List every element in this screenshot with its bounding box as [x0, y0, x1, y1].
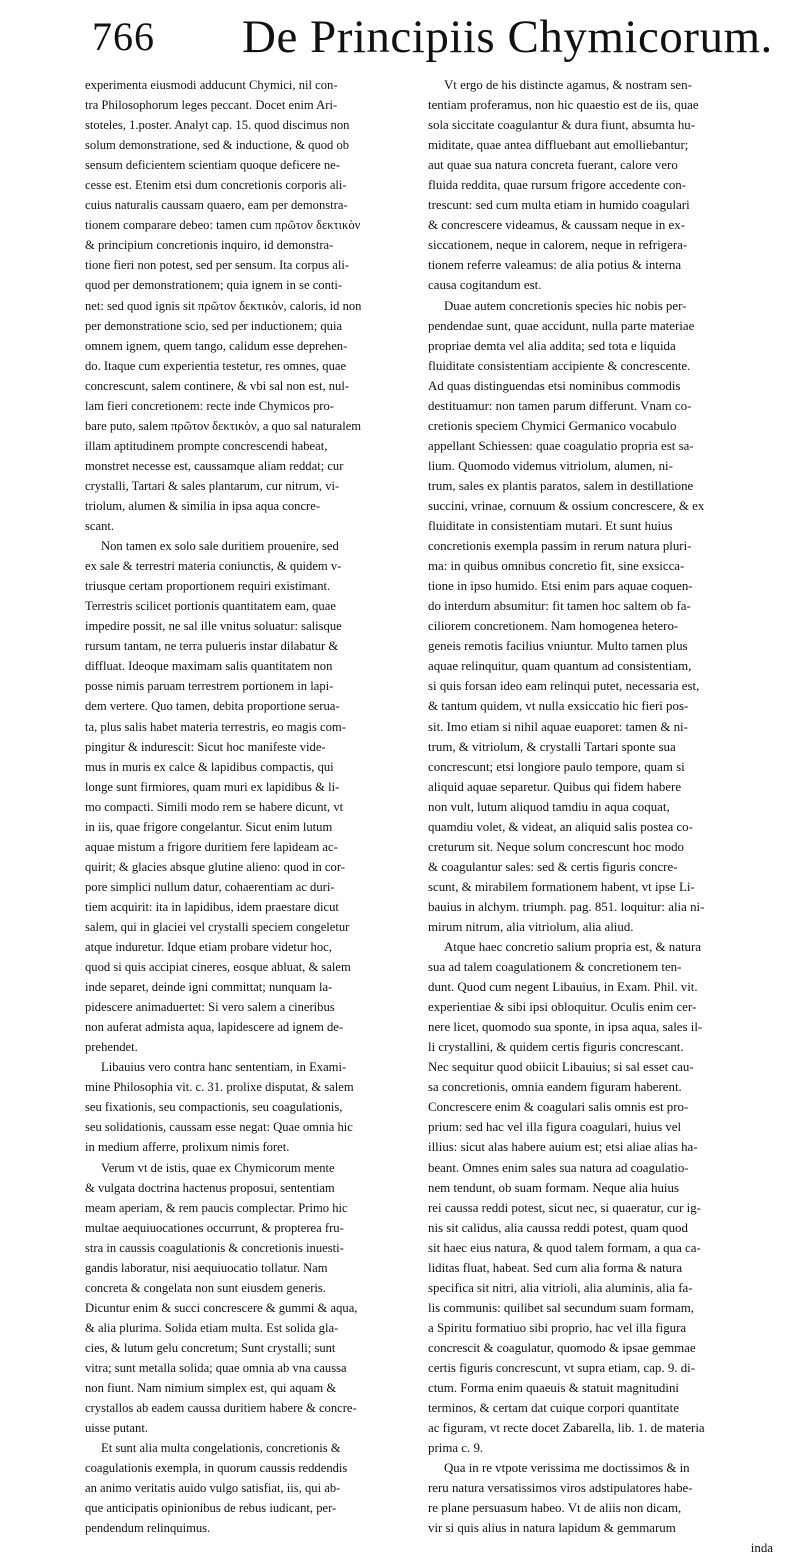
left-column [85, 75, 415, 1536]
paragraph: Qua in re vtpote verissima me doctissimos & in reru natura versatissimos viros adstipulatores habe- re plane persuasum habeo. Vt de aliis non dicam, vir si quis alius in natura lapidum & gemmarum [428, 1461, 693, 1536]
paragraph: Verum vt de istis, quae ex Chymicorum mente & vulgata doctrina hactenus proposui, sententiam meam aperiam, & rem paucis complectar. Primo hic multae aequiuocationes occurrunt, & propterea fru- stra in caussis coagulationis & concretionis inuesti- gandis laboratur, nisi aequiuocatio tollatur. Nam concreta & congelata non sunt eiusdem generis. Dicuntur enim & succi concrescere & gummi & aqua, & alia plurima. Solida etiam multa. Est solida gla- cies, & lutum gelu concretum; Sunt crystalli; sunt vitra; sunt metalla solida; quae omnia ab vna caussa non fiunt. Nam nimium simplex est, qui aquam & crystallos ab eadem caussa duritiem habere & concre- uisse putant. [85, 1160, 358, 1436]
page-number: 766 [92, 14, 155, 59]
paragraph: Et sunt alia multa congelationis, concretionis & coagulationis exempla, in quorum caussis reddendis an animo veritatis auido vulgo satisfiat, iis, qui ab- que anticipatis opinionibus de rebus iudicant, per- pendendum relinquimus. [85, 1441, 348, 1536]
right-column [428, 75, 773, 1556]
paragraph: Non tamen ex solo sale duritiem prouenire, sed ex sale & terrestri materia coniunctis, & quidem v- triusque certam proportionem requiri existimant. Terrestris scilicet portionis quantitatem eam, quae impedire possit, ne sal ille vnitus soluatur: salisque rursum tantam, ne terra pulueris instar dilabatur & diffluat. Ideoque maximam salis quantitatem non posse nimis paruam terrestrem portionem in lapi- dem vertere. Quo tamen, debita proportione serua- ta, plus salis habet materia terrestris, eo magis com- pingitur & indurescit: Sicut hoc manifeste vide- mus in muris ex calce & lapidibus compactis, qui longe sunt firmiores, quam muri ex lapidibus & li- mo compacti. Simili modo rem se habere dicunt, vt in iis, quae frigore congelantur. Sicut enim lutum aquae mistum a frigore duritiem fere lapideam ac- quirit; & glacies absque glutine alieno: quod in cor- pore simplici nullum datur, cohaerentiam ac duri- tiem acquirit: ita in lapidibus, idem praestare dicut salem, qui in glaciei vel crystalli speciem congeletur atque induretur. Idque etiam probare videtur hoc, quod si quis accipiat cineres, eosque abluat, & salem inde separet, deinde igni committat; nunquam la- pidescere animaduertet: Si vero salem a cineribus non auferat admista aqua, lapidescere ad ignem de- prehendet. [85, 539, 351, 1055]
running-title: De Principiis Chymicorum. [242, 11, 773, 63]
paragraph: Duae autem concretionis species hic nobis per- pendendae sunt, quae accidunt, nulla parte materiae propriae demta vel alia addita; sed tota e liquida fluiditate consistentiam accipiente & concrescente. Ad quas distinguendas etsi nominibus commodis destituamur: non tamen parum differunt. Vnam co- cretionis speciem Chymici Germanico vocabulo appellant Schiessen: quae coagulatio propria est sa- lium. Quomodo videmus vitriolum, alumen, ni- trum, sales ex plantis paratos, salem in destillatione succini, vrinae, cornuum & ossium concrescere, & ex fluiditate in consistentiam mutari. Et sunt huius concretionis exempla passim in rerum natura pluri- ma: in quibus omnibus concretio fit, sine exsicca- tione in ipso humido. Etsi enim pars aquae coquen- do interdum absumitur: fit tamen hoc saltem ob fa- ciliorem concretionem. Nam homogenea hetero- geneis remotis facilius vniuntur. Multo tamen plus aquae relinquitur, quam quantum ad consistentiam, si quis forsan ideo eam relinqui putet, necessaria est, & tantum quidem, vt nulla exsiccatio hic fieri pos- sit. Imo etiam si nihil aquae euaporet: tamen & ni- trum, & vitriolum, & crystalli Tartari sponte sua concrescunt; etsi longiore paulo tempore, quam si aliquid aquae separetur. Quibus qui fidem habere non vult, lutum aliquod tamdiu in aqua coquat, quamdiu volet, & videat, an aliquid salis postea co- creturum sit. Neque solum concrescunt hoc modo & coagulantur sales: sed & certis figuris concre- scunt, & mirabilem formationem habent, vt ipse Li- bauius in alchym. triumph. pag. 851. loquitur: alia ni- mirum nitrum, alia vitriolum, alia aliud. [428, 298, 705, 934]
page-header [92, 10, 792, 70]
paragraph: Vt ergo de his distincte agamus, & nostram sen- tentiam proferamus, non hic quaestio est de iis, quae sola siccitate coagulantur & dura fiunt, absumta hu- miditate, quae antea diffluebant aut emolliebantur; aut quae sua natura concreta fuerant, calore vero fluida reddita, quae rursum frigore accedente con- trescunt: sed cum multa etiam in humido coagulari & concrescere videamus, & caussam neque in ex- siccationem, neque in calorem, neque in refrigera- tionem referre valeamus: de alia potius & interna causa cogitandum est. [428, 78, 699, 293]
catchword: inda [750, 1541, 773, 1556]
paragraph: Libauius vero contra hanc sententiam, in Exami- mine Philosophia vit. c. 31. prolixe disputat, & salem seu fixationis, seu compactionis, seu coagulationis, seu solidationis, caussam esse negat: Quae omnia hic in medium afferre, prolixum nimis foret. [85, 1060, 354, 1155]
paragraph: Atque haec concretio salium propria est, & natura sua ad talem coagulationem & concretionem ten- dunt. Quod cum negent Libauius, in Exam. Phil. vit. experientiae & sibi ipsi obloquitur. Oculis enim cer- nere licet, quomodo sua sponte, in ipsa aqua, sales il- li crystallini, & quidem certis figuris concrescant. Nec sequitur quod obiicit Libauius; si sal esset cau- sa concretionis, omnia eandem figuram haberent. Concrescere enim & coagulari salis omnis est pro- prium: sed hac vel illa figura coagulari, huius vel illius: sicut alas habere auium est; etsi aliae alias ha- beant. Omnes enim sales sua natura ad coagulatio- nem tendunt, ob suam formam. Neque alia huius rei caussa reddi potest, sicut nec, si quaeratur, cur ig- nis sit calidus, alia caussa reddi potest, quam quod sit haec eius natura, & quod talem formam, a qua ca- liditas fluat, habeat. Sed cum alia forma & natura specifica sit nitri, alia vitrioli, alia aluminis, alia fa- lis communis: quilibet sal secundum suam formam, a Spiritu formatiuo sibi proprio, hac vel illa figura concrescit & coagulatur, quomodo & ipsae gemmae certis figuris concrescunt, vt supra etiam, cap. 9. di- ctum. Forma enim quaeuis & statuit magnitudini terminos, & certam dat cuique corpori quantitate ac figuram, vt recte docet Zabarella, lib. 1. de materia prima c. 9. [428, 940, 705, 1456]
paragraph: experimenta eiusmodi adducunt Chymici, nil con- tra Philosophorum leges peccant. Docet enim Ari- stoteles, 1.poster. Analyt cap. 15. quod discimus non solum demonstratione, sed & inductione, & quod ob sensum deficientem scientiam quoque deficere ne- cesse est. Etenim etsi dum concretionis corporis ali- cuius naturalis caussam quaero, eam per demonstra- tionem comparare debeo: tamen cum πρῶτον δεκτικὸν & principium concretionis inquiro, id demonstra- tione fieri non potest, sed per sensum. Ita corpus ali- quod per demonstrationem; quia ignem in se conti- net: sed quod ignis sit πρῶτον δεκτικὸν, caloris, id non per demonstratione scio, sed per inductionem; quia omnem ignem, quem tango, calidum esse deprehen- do. Itaque cum experientia testetur, res omnes, quae concrescunt, salem continere, & vbi sal non est, nul- lam fieri concretionem: recte inde Chymicos pro- bare puto, salem πρῶτον δεκτικὸν, a quo sal naturalem illam aptitudinem prompte concrescendi habeat, monstret necesse est, caussamque aliam reddat; cur crystalli, Tartari & sales plantarum, cur nitrum, vi- triolum, alumen & similia in ipsa aqua concre- scant. [85, 78, 362, 534]
